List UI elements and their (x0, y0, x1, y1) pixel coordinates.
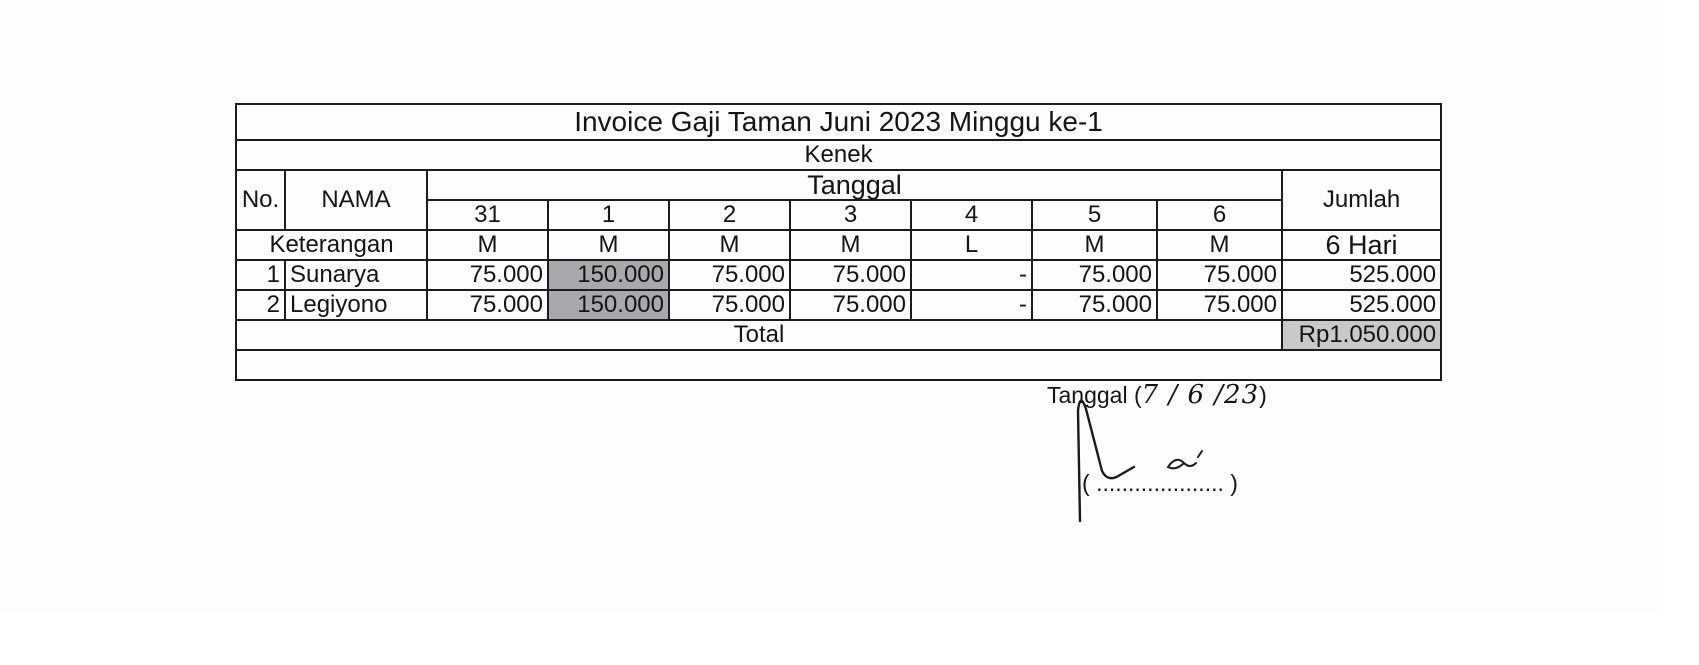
row-value-highlighted: 150.000 (548, 260, 669, 290)
attendance-cell: L (911, 230, 1032, 260)
row-value: 75.000 (427, 290, 548, 320)
signature-date-value: 7 / 6 /23 (1141, 380, 1260, 410)
header-nama: NAMA (285, 170, 427, 230)
attendance-cell: M (790, 230, 911, 260)
row-jumlah: 525.000 (1282, 290, 1441, 320)
date-cell: 3 (790, 200, 911, 230)
row-number: 2 (236, 290, 285, 320)
row-name: Legiyono (285, 290, 427, 320)
signature-date-close: ) (1259, 382, 1267, 408)
signature-name-dots: .................... (1096, 470, 1224, 496)
date-cell: 4 (911, 200, 1032, 230)
row-value: 75.000 (1157, 290, 1282, 320)
row-value: - (911, 290, 1032, 320)
row-value: 75.000 (1157, 260, 1282, 290)
date-cell: 5 (1032, 200, 1157, 230)
row-number: 1 (236, 260, 285, 290)
signature-name-close: ) (1230, 470, 1238, 496)
table-row (236, 260, 1441, 290)
row-value: - (911, 260, 1032, 290)
invoice-title: Invoice Gaji Taman Juni 2023 Minggu ke-1 (236, 104, 1441, 140)
date-cell: 31 (427, 200, 548, 230)
signature-name-open: ( (1082, 470, 1090, 496)
signature-name (1082, 469, 1238, 497)
date-cell: 6 (1157, 200, 1282, 230)
days-total: 6 Hari (1282, 230, 1441, 260)
total-row (236, 320, 1441, 350)
attendance-cell: M (548, 230, 669, 260)
row-value: 75.000 (1032, 260, 1157, 290)
scan-edge (1659, 0, 1699, 665)
row-jumlah: 525.000 (1282, 260, 1441, 290)
header-jumlah: Jumlah (1282, 170, 1441, 230)
handwritten-signature (1072, 371, 1272, 531)
total-label: Total (236, 320, 1282, 350)
signature-date-open: ( (1133, 382, 1142, 408)
date-cell: 1 (548, 200, 669, 230)
header-tanggal: Tanggal (427, 170, 1282, 200)
attendance-cell: M (427, 230, 548, 260)
header-no: No. (236, 170, 285, 230)
attendance-cell: M (1032, 230, 1157, 260)
signature-area (236, 350, 1441, 496)
signature-date-label: Tanggal (1047, 382, 1128, 408)
attendance-cell: M (1157, 230, 1282, 260)
attendance-cell: M (669, 230, 790, 260)
keterangan-row (236, 230, 1441, 260)
table-row (236, 290, 1441, 320)
row-value: 75.000 (669, 260, 790, 290)
invoice-subtitle: Kenek (236, 140, 1441, 170)
keterangan-label: Keterangan (236, 230, 427, 260)
row-value-highlighted: 150.000 (548, 290, 669, 320)
row-value: 75.000 (790, 290, 911, 320)
row-value: 75.000 (427, 260, 548, 290)
row-value: 75.000 (790, 260, 911, 290)
invoice-sheet (235, 103, 1440, 496)
invoice-table (235, 103, 1442, 496)
row-value: 75.000 (669, 290, 790, 320)
scan-bottom-band (0, 612, 1699, 665)
date-cell: 2 (669, 200, 790, 230)
row-name: Sunarya (285, 260, 427, 290)
total-value: Rp1.050.000 (1282, 320, 1441, 350)
row-value: 75.000 (1032, 290, 1157, 320)
